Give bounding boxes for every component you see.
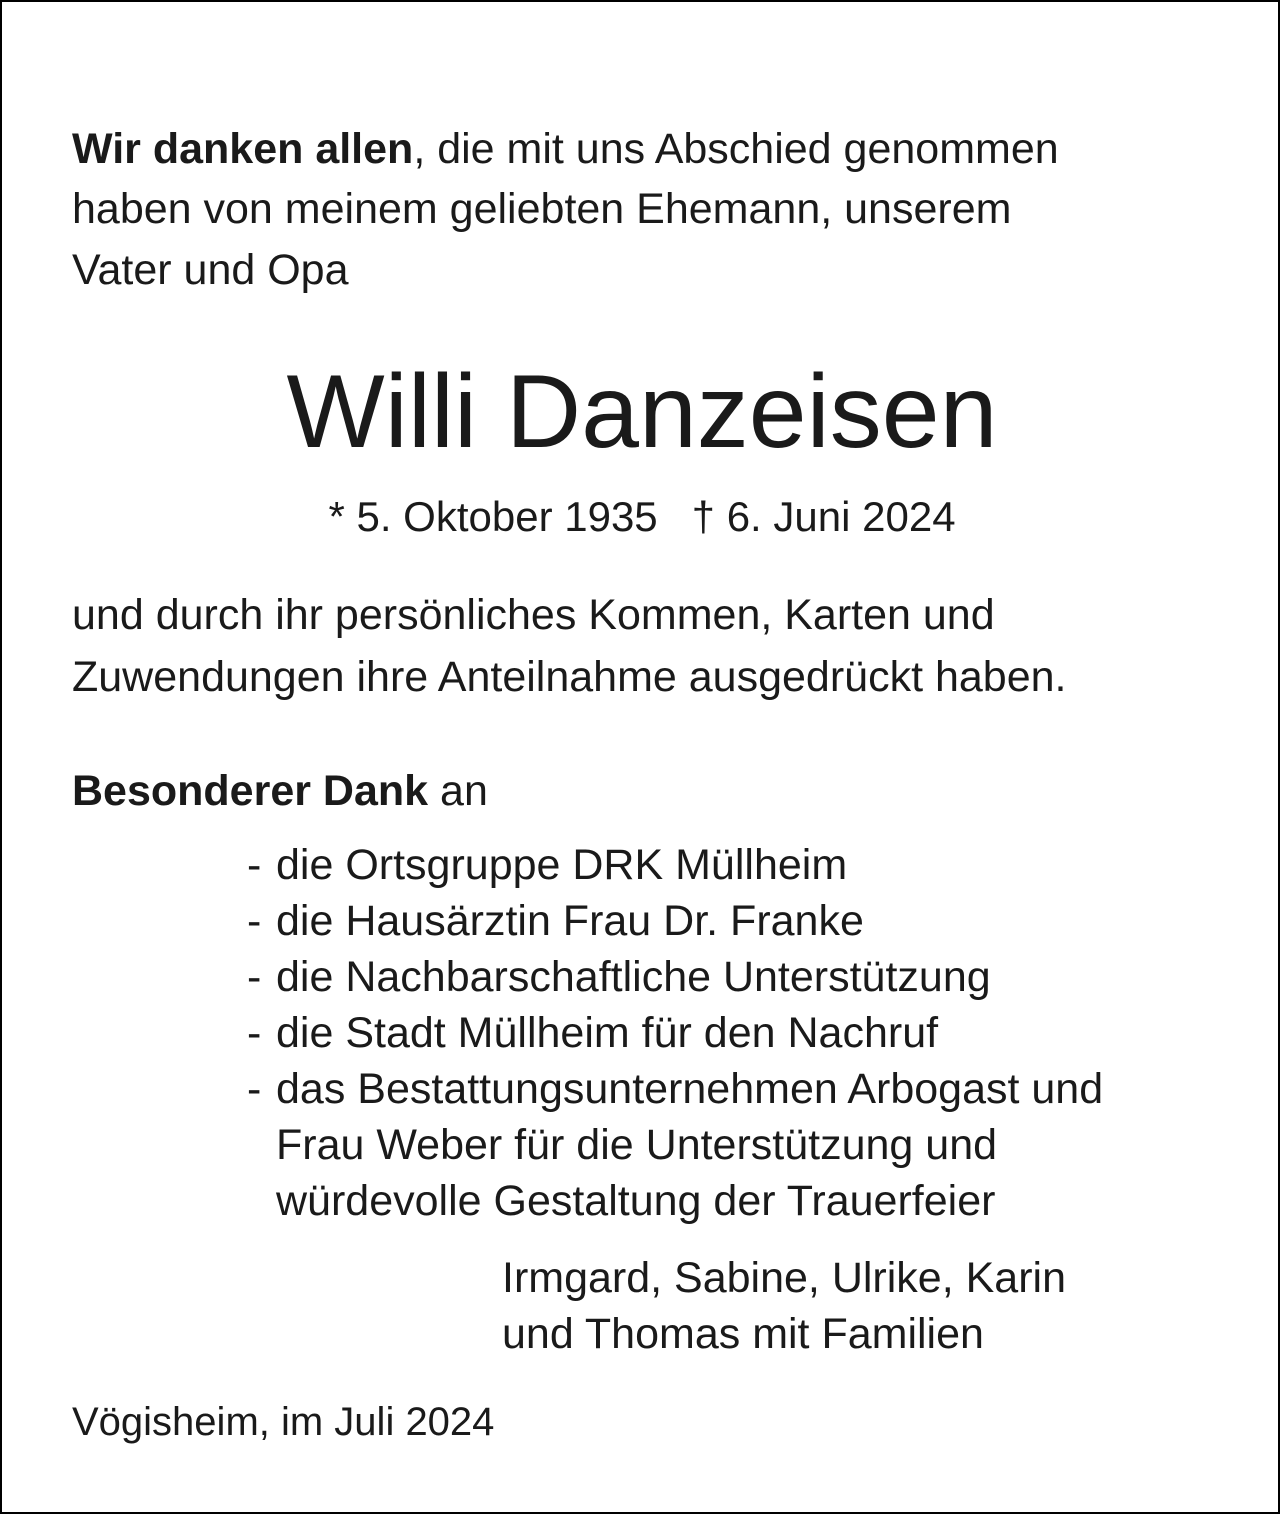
list-item-continuation: würdevolle Gestaltung der Trauerfeier [276,1177,996,1225]
death-date: 6. Juni 2024 [726,493,956,540]
signers-line-1: Irmgard, Sabine, Ulrike, Karin [502,1254,1066,1302]
list-dash: - [247,841,262,889]
deceased-name: Willi Danzeisen [286,354,998,470]
list-item [247,1061,1103,1117]
special-thanks-heading [72,761,488,821]
born-symbol: * [328,493,345,540]
special-heading-bold: Besonderer Dank [72,767,429,815]
birth-date: 5. Oktober 1935 [356,493,658,540]
list-dash: - [247,897,262,945]
intro-rest-text: , die mit uns Abschied genommen [413,125,1059,173]
place-date: Vögisheim, im Juli 2024 [72,1400,495,1444]
list-item-text: die Ortsgruppe DRK Müllheim [276,841,848,889]
special-thanks-list [247,837,1103,1229]
intro-line-1 [72,119,1059,179]
list-item-text: das Bestattungsunternehmen Arbogast und [276,1065,1104,1113]
special-heading-rest: an [428,767,488,815]
list-item [247,1005,1103,1061]
list-dash: - [247,953,262,1001]
list-item-text: die Hausärztin Frau Dr. Franke [276,897,864,945]
thanks-line-2: Zuwendungen ihre Anteilnahme ausgedrückt haben. [72,653,1067,701]
intro-line-3: Vater und Opa [72,246,349,294]
signers [502,1250,1066,1362]
list-dash: - [247,1009,262,1057]
list-item-text: die Nachbarschaftliche Unterstützung [276,953,991,1001]
list-dash: - [247,1065,262,1113]
intro-bold-text: Wir danken allen [72,125,414,173]
list-item [247,893,1103,949]
signers-line-2: und Thomas mit Familien [502,1310,984,1358]
list-item [247,837,1103,893]
life-dates [2,487,1280,547]
intro-line-2: haben von meinem geliebten Ehemann, unserem [72,185,1012,233]
list-item-continuation: Frau Weber für die Unterstützung und [276,1121,998,1169]
thanks-line-1: und durch ihr persönliches Kommen, Karten und [72,591,995,639]
death-symbol: † [691,493,716,540]
list-item [247,949,1103,1005]
list-item-text: die Stadt Müllheim für den Nachruf [276,1009,939,1057]
